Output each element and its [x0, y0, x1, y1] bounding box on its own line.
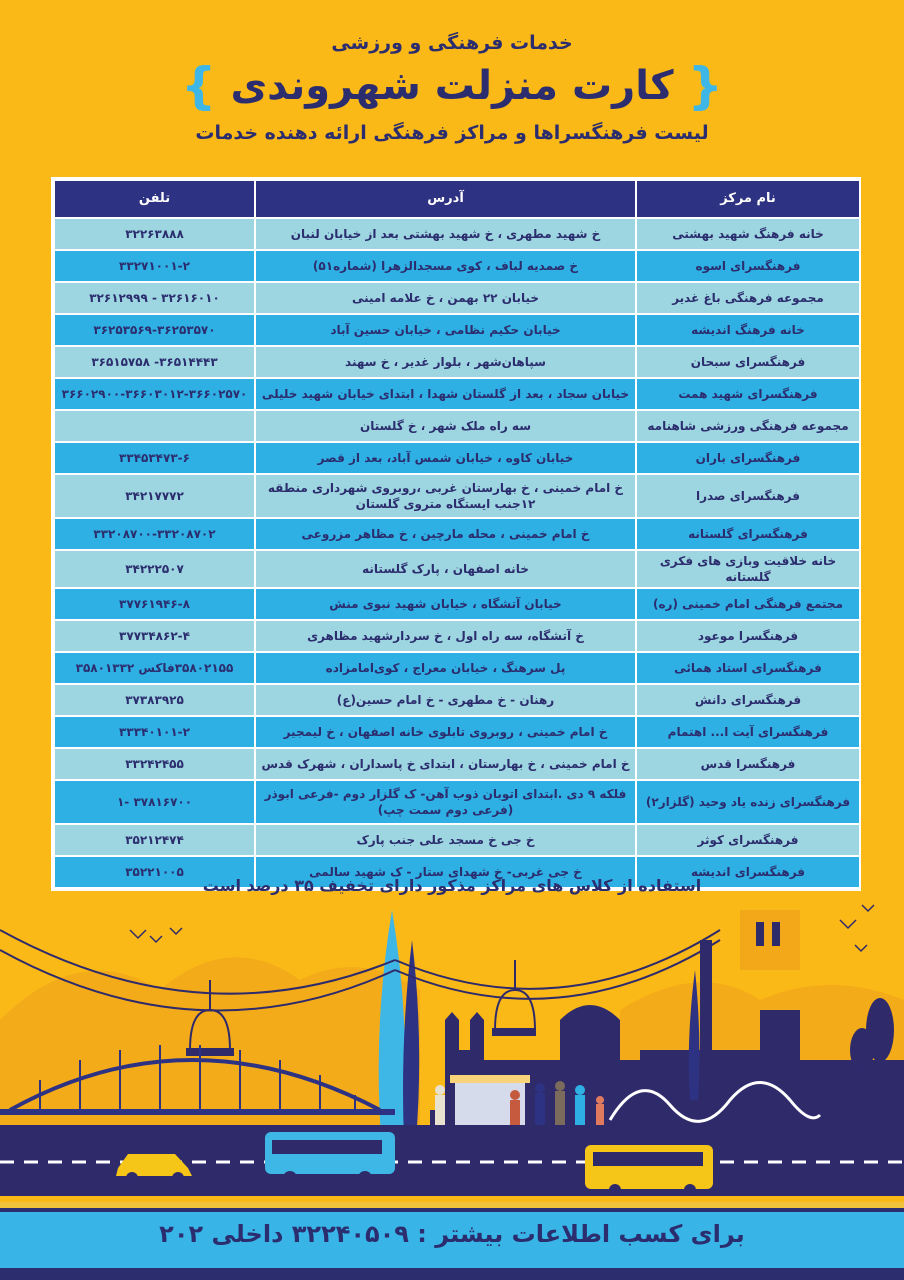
- table-row: [54, 282, 860, 314]
- table-row: [54, 550, 860, 588]
- cell-address: فلکه ۹ دی .ابتدای اتوبان ذوب آهن- ک گلزار دوم -فرعی ابوذر (فرعی دوم سمت چپ): [255, 780, 636, 824]
- birds-icon: [130, 928, 182, 942]
- cell-address: پل سرهنگ ، خیابان معراج ، کوی‌امامزاده: [255, 652, 636, 684]
- cell-address: خ امام خمینی ، خ بهارستان ، ابتدای خ پاسداران ، شهرک قدس: [255, 748, 636, 780]
- cell-phone: ۳۷۷۳۴۸۶۲-۴: [54, 620, 255, 652]
- discount-notice: استفاده از کلاس های مراکز مذکور دارای تخفیف ۳۵ درصد است: [202, 876, 702, 895]
- table-row: [54, 824, 860, 856]
- table-row: [54, 346, 860, 378]
- cell-address: سپاهان‌شهر ، بلوار غدیر ، خ سهند: [255, 346, 636, 378]
- subtitle-top: خدمات فرهنگی و ورزشی: [331, 32, 573, 54]
- cell-phone: ۳۵۲۱۲۴۷۴: [54, 824, 255, 856]
- brace-right-icon: }: [687, 57, 724, 115]
- cell-center-name: خانه فرهنگ شهید بهشتی: [636, 218, 860, 250]
- column-header-phone: تلفن: [54, 180, 255, 218]
- cell-phone: ۳۵۲۲۱۰۰۵: [54, 856, 255, 888]
- table-row: [54, 588, 860, 620]
- bus-yellow-icon: [585, 1145, 713, 1196]
- cell-center-name: فرهنگسرای شهید همت: [636, 378, 860, 410]
- cell-address: خیابان حکیم نظامی ، خیابان حسین آباد: [255, 314, 636, 346]
- cell-center-name: فرهنگسرا قدس: [636, 748, 860, 780]
- cell-phone: ۳۷۸۱۶۷۰۰ -۱: [54, 780, 255, 824]
- cell-phone: ۳۲۲۶۳۸۸۸: [54, 218, 255, 250]
- page-title: کارت منزلت شهروندی: [230, 63, 674, 109]
- title-row: [0, 58, 904, 114]
- cell-address: خ آتشگاه، سه راه اول ، خ سردارشهید مظاهری: [255, 620, 636, 652]
- cell-center-name: خانه فرهنگ اندیشه: [636, 314, 860, 346]
- table-row: [54, 518, 860, 550]
- footer-bottom-stripe: [0, 1268, 904, 1280]
- cell-phone: [54, 410, 255, 442]
- cell-address: رهنان - خ مطهری - خ امام حسین(ع): [255, 684, 636, 716]
- cell-address: خ امام خمینی ، روبروی تابلوی خانه اصفهان ، خ لیمجیر: [255, 716, 636, 748]
- table-body: [54, 218, 860, 888]
- bus-stop-icon: [450, 1075, 530, 1083]
- cell-address: خ جی خ مسجد علی جنب پارک: [255, 824, 636, 856]
- table-row: [54, 250, 860, 282]
- cell-address: خیابان سجاد ، بعد از گلستان شهدا ، ابتدای خیابان شهید خلیلی: [255, 378, 636, 410]
- cell-center-name: فرهنگسرای اندیشه: [636, 856, 860, 888]
- cell-address: سه راه ملک شهر ، خ گلستان: [255, 410, 636, 442]
- cell-center-name: فرهنگسرای اسوه: [636, 250, 860, 282]
- cell-address: خ صمدیه لباف ، کوی مسجدالزهرا (شماره۵۱): [255, 250, 636, 282]
- cell-center-name: مجموعه فرهنگی ورزشی شاهنامه: [636, 410, 860, 442]
- table-row: [54, 780, 860, 824]
- city-illustration: [0, 900, 904, 1196]
- cell-phone: ۳۶۲۵۳۵۶۹-۳۶۲۵۳۵۷۰: [54, 314, 255, 346]
- cell-phone: ۳۳۲۰۸۷۰۰-۳۳۲۰۸۷۰۲: [54, 518, 255, 550]
- cell-center-name: مجموعه فرهنگی باغ غدیر: [636, 282, 860, 314]
- centers-table-wrap: [51, 177, 861, 891]
- table-row: [54, 410, 860, 442]
- cell-center-name: مجتمع فرهنگی امام خمینی (ره): [636, 588, 860, 620]
- table-row: [54, 716, 860, 748]
- table-row: [54, 684, 860, 716]
- cell-center-name: فرهنگسرای سبحان: [636, 346, 860, 378]
- cell-center-name: فرهنگسرای دانش: [636, 684, 860, 716]
- cell-address: خیابان ۲۲ بهمن ، خ علامه امینی: [255, 282, 636, 314]
- table-row: [54, 748, 860, 780]
- cell-phone: ۳۳۴۵۳۴۷۳-۶: [54, 442, 255, 474]
- cell-phone: ۳۷۳۸۳۹۲۵: [54, 684, 255, 716]
- column-header-name: نام مرکز: [636, 180, 860, 218]
- contact-info: برای کسب اطلاعات بیشتر : ۳۲۲۴۰۵۰۹ داخلی ۲۰۲: [159, 1220, 745, 1248]
- cell-phone: ۳۴۲۱۷۷۷۲: [54, 474, 255, 518]
- cell-center-name: فرهنگسرا موعود: [636, 620, 860, 652]
- centers-table: [53, 179, 861, 889]
- cell-phone: ۳۵۸۰۲۱۵۵فاکس ۳۵۸۰۱۳۳۲: [54, 652, 255, 684]
- footer: [0, 1202, 904, 1280]
- cell-phone: ۳۶۵۱۴۴۴۳- ۳۶۵۱۵۷۵۸: [54, 346, 255, 378]
- cell-center-name: فرهنگسرای باران: [636, 442, 860, 474]
- cell-address: خیابان آتشگاه ، خیابان شهید نبوی منش: [255, 588, 636, 620]
- brace-left-icon: {: [180, 57, 217, 115]
- cell-address: خانه اصفهان ، پارک گلستانه: [255, 550, 636, 588]
- table-row: [54, 620, 860, 652]
- list-title: لیست فرهنگسراها و مراکز فرهنگی ارائه دهنده خدمات: [195, 122, 709, 144]
- cell-phone: ۳۷۷۶۱۹۴۶-۸: [54, 588, 255, 620]
- cell-phone: ۳۳۲۷۱۰۰۱-۲: [54, 250, 255, 282]
- cell-address: خ جی غربی- خ شهدای ستار - ک شهید سالمی: [255, 856, 636, 888]
- cell-center-name: فرهنگسرای کوثر: [636, 824, 860, 856]
- poster-header: [0, 30, 904, 146]
- cell-phone: ۳۶۶۰۲۹۰۰-۳۶۶۰۳۰۱۲-۳۶۶۰۲۵۷۰: [54, 378, 255, 410]
- cell-address: خ امام خمینی ، خ بهارستان غربی ،روبروی شهرداری منطقه ۱۲جنب ایستگاه متروی گلستان: [255, 474, 636, 518]
- table-row: [54, 218, 860, 250]
- cell-phone: ۳۴۲۲۲۵۰۷: [54, 550, 255, 588]
- cell-address: خ امام خمینی ، محله مارچین ، خ مظاهر مزروعی: [255, 518, 636, 550]
- cell-center-name: خانه خلاقیت وبازی های فکری گلستانه: [636, 550, 860, 588]
- tower-icon: [740, 910, 800, 970]
- cell-center-name: فرهنگسرای صدرا: [636, 474, 860, 518]
- cell-center-name: فرهنگسرای گلستانه: [636, 518, 860, 550]
- cell-center-name: فرهنگسرای استاد همائی: [636, 652, 860, 684]
- cell-address: خ شهید مطهری ، خ شهید بهشتی بعد از خیابان لنبان: [255, 218, 636, 250]
- cell-center-name: فرهنگسرای زنده یاد وحید (گلزار۲): [636, 780, 860, 824]
- cell-phone: ۳۳۳۴۰۱۰۱-۲: [54, 716, 255, 748]
- cell-center-name: فرهنگسرای آیت ا... اهتمام: [636, 716, 860, 748]
- column-header-address: آدرس: [255, 180, 636, 218]
- table-row: [54, 378, 860, 410]
- table-row: [54, 474, 860, 518]
- cell-phone: ۳۲۶۱۶۰۱۰ - ۳۲۶۱۲۹۹۹: [54, 282, 255, 314]
- table-row: [54, 442, 860, 474]
- table-row: [54, 314, 860, 346]
- table-row: [54, 652, 860, 684]
- cell-address: خیابان کاوه ، خیابان شمس آباد، بعد از قصر: [255, 442, 636, 474]
- cell-phone: ۳۳۲۴۲۴۵۵: [54, 748, 255, 780]
- table-header-row: [54, 180, 860, 218]
